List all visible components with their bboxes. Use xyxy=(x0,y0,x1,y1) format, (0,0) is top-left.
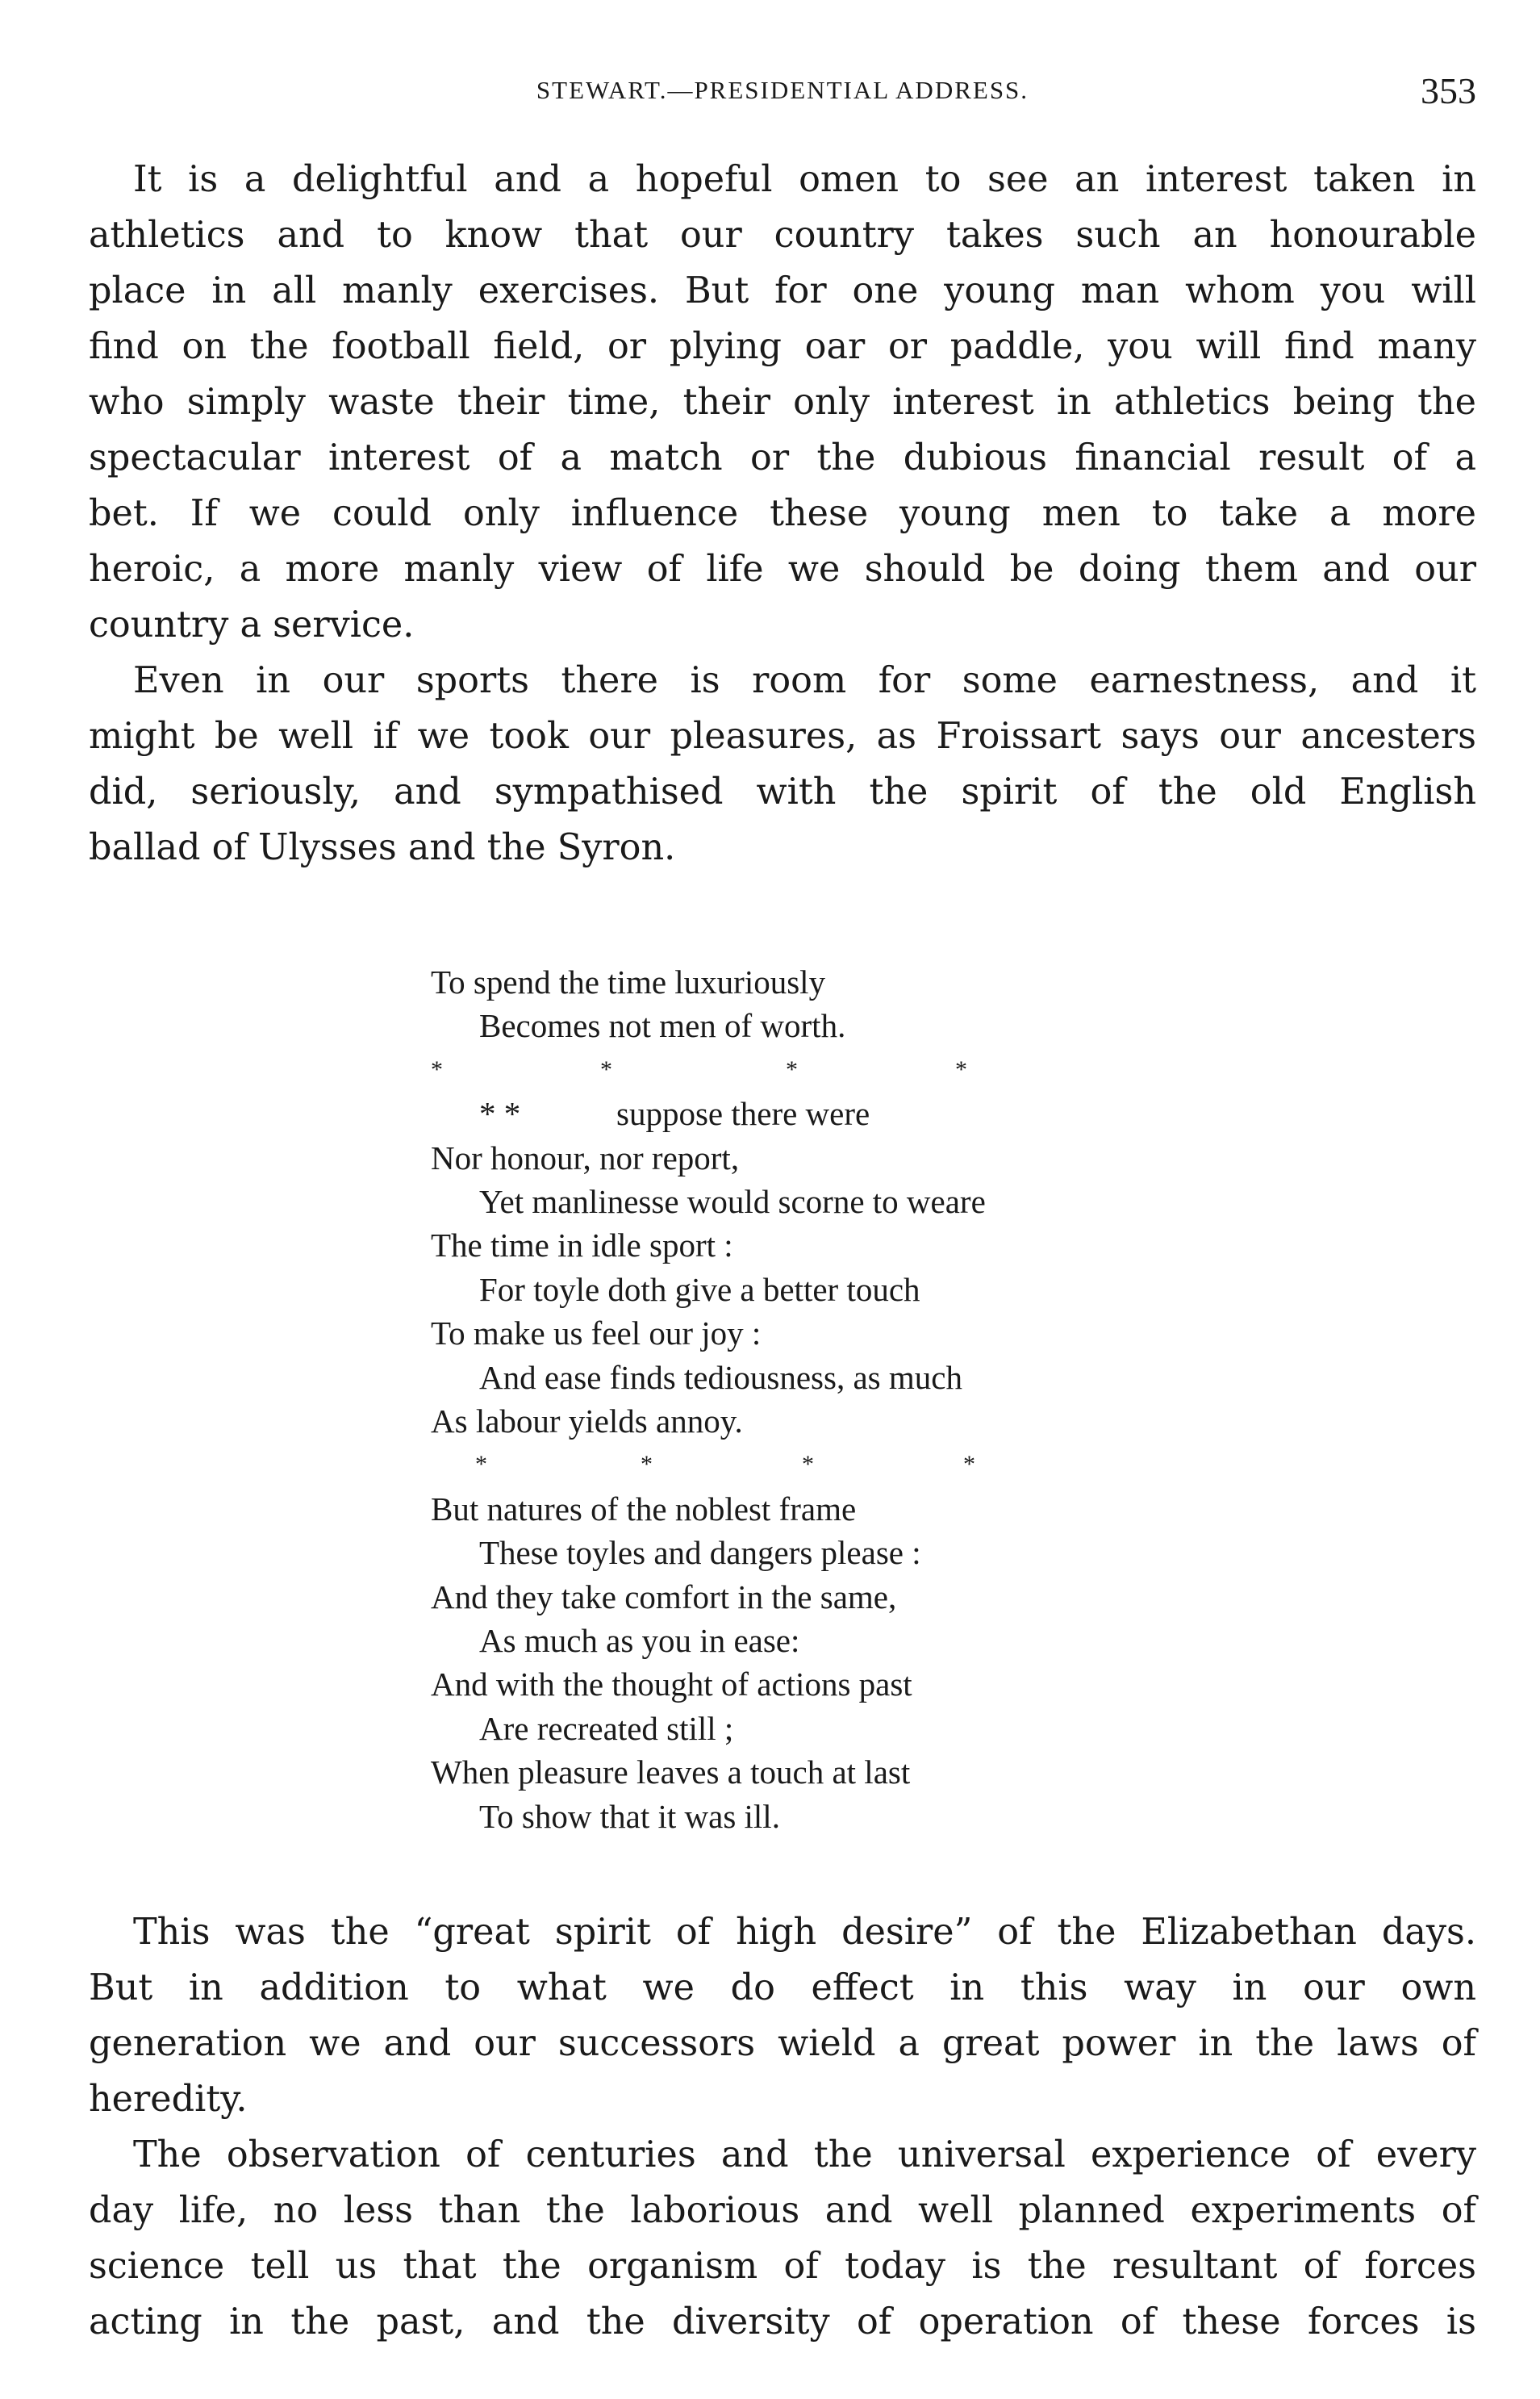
paragraph-observation xyxy=(89,2127,1476,2350)
poem-line: Yet manlinesse would scorne to weare xyxy=(479,1183,986,1221)
poem-line: And they take comfort in the same, xyxy=(431,1578,897,1615)
text-line: heroic, a more manly view of life we should be doing them and our xyxy=(89,549,1476,590)
paragraph-sports xyxy=(89,653,1476,876)
paragraph-athletics xyxy=(89,152,1476,653)
poem-line: To make us feel our joy : xyxy=(431,1314,762,1352)
poem-line: To spend the time luxuriously xyxy=(431,963,826,1001)
text-line: find on the football field, or plying oar or paddle, you will find many xyxy=(89,326,1476,367)
text-line: It is a delightful and a hopeful omen to see an interest taken in xyxy=(133,159,1476,200)
poem-line: Nor honour, nor report, xyxy=(431,1139,740,1177)
text-line: ballad of Ulysses and the Syron. xyxy=(89,827,676,868)
text-line: The observation of centuries and the universal experience of every xyxy=(133,2134,1476,2175)
text-line: day life, no less than the laborious and well planned experiments of xyxy=(89,2190,1476,2231)
poem-line: These toyles and dangers please : xyxy=(479,1534,921,1572)
ballad-quotation xyxy=(431,960,1237,1838)
text-line: Even in our sports there is room for some earnestness, and it xyxy=(133,660,1476,701)
asterisk: * xyxy=(802,1451,814,1478)
paragraph-heredity xyxy=(89,1904,1476,2127)
poem-line: As much as you in ease: xyxy=(479,1622,800,1660)
asterisk: * xyxy=(600,1055,612,1083)
poem-line xyxy=(431,1092,1237,1135)
poem-line: To show that it was ill. xyxy=(479,1797,780,1835)
poem-line: The time in idle sport : xyxy=(431,1227,733,1264)
text-line: athletics and to know that our country takes such an honourable xyxy=(89,215,1476,256)
asterisk: * xyxy=(786,1055,798,1083)
asterism-row xyxy=(431,1443,1237,1486)
poem-line: Are recreated still ; xyxy=(479,1709,734,1747)
running-title: STEWART.—PRESIDENTIAL ADDRESS. xyxy=(536,76,1029,104)
text-line: But in addition to what we do effect in this way in our own xyxy=(89,1967,1476,2008)
poem-line: And ease finds tediousness, as much xyxy=(479,1358,962,1396)
poem-line: Becomes not men of worth. xyxy=(479,1007,846,1045)
running-head xyxy=(89,69,1476,118)
asterisk: * xyxy=(475,1451,487,1478)
text-line: This was the “great spirit of high desire” of the Elizabethan days. xyxy=(133,1912,1476,1953)
text-line: country a service. xyxy=(89,604,415,646)
text-line: heredity. xyxy=(89,2079,248,2120)
text-line: place in all manly exercises. But for one young man whom you will xyxy=(89,270,1476,311)
omission-marks: * * xyxy=(479,1095,521,1133)
text-line: generation we and our successors wield a great power in the laws of xyxy=(89,2023,1476,2064)
asterism-row xyxy=(431,1048,1237,1092)
asterisk: * xyxy=(963,1451,975,1478)
text-line: spectacular interest of a match or the dubious financial result of a xyxy=(89,437,1476,479)
asterisk: * xyxy=(431,1055,443,1083)
asterisk: * xyxy=(641,1451,653,1478)
text-line: bet. If we could only influence these young men to take a more xyxy=(89,493,1476,534)
poem-line: When pleasure leaves a touch at last xyxy=(431,1753,911,1791)
text-line: might be well if we took our pleasures, as Froissart says our ancesters xyxy=(89,716,1476,757)
poem-line: But natures of the noblest frame xyxy=(431,1490,857,1528)
asterisk: * xyxy=(955,1055,967,1083)
text-line: did, seriously, and sympathised with the spirit of the old English xyxy=(89,771,1476,813)
text-line: who simply waste their time, their only interest in athletics being the xyxy=(89,382,1476,423)
poem-line: And with the thought of actions past xyxy=(431,1666,912,1703)
poem-line-text: suppose there were xyxy=(616,1095,870,1133)
text-line: science tell us that the organism of today is the resultant of forces xyxy=(89,2246,1476,2287)
text-line: acting in the past, and the diversity of operation of these forces is xyxy=(89,2301,1476,2343)
poem-line: As labour yields annoy. xyxy=(431,1402,743,1440)
poem-line: For toyle doth give a better touch xyxy=(479,1270,920,1308)
page-number: 353 xyxy=(1421,70,1476,111)
